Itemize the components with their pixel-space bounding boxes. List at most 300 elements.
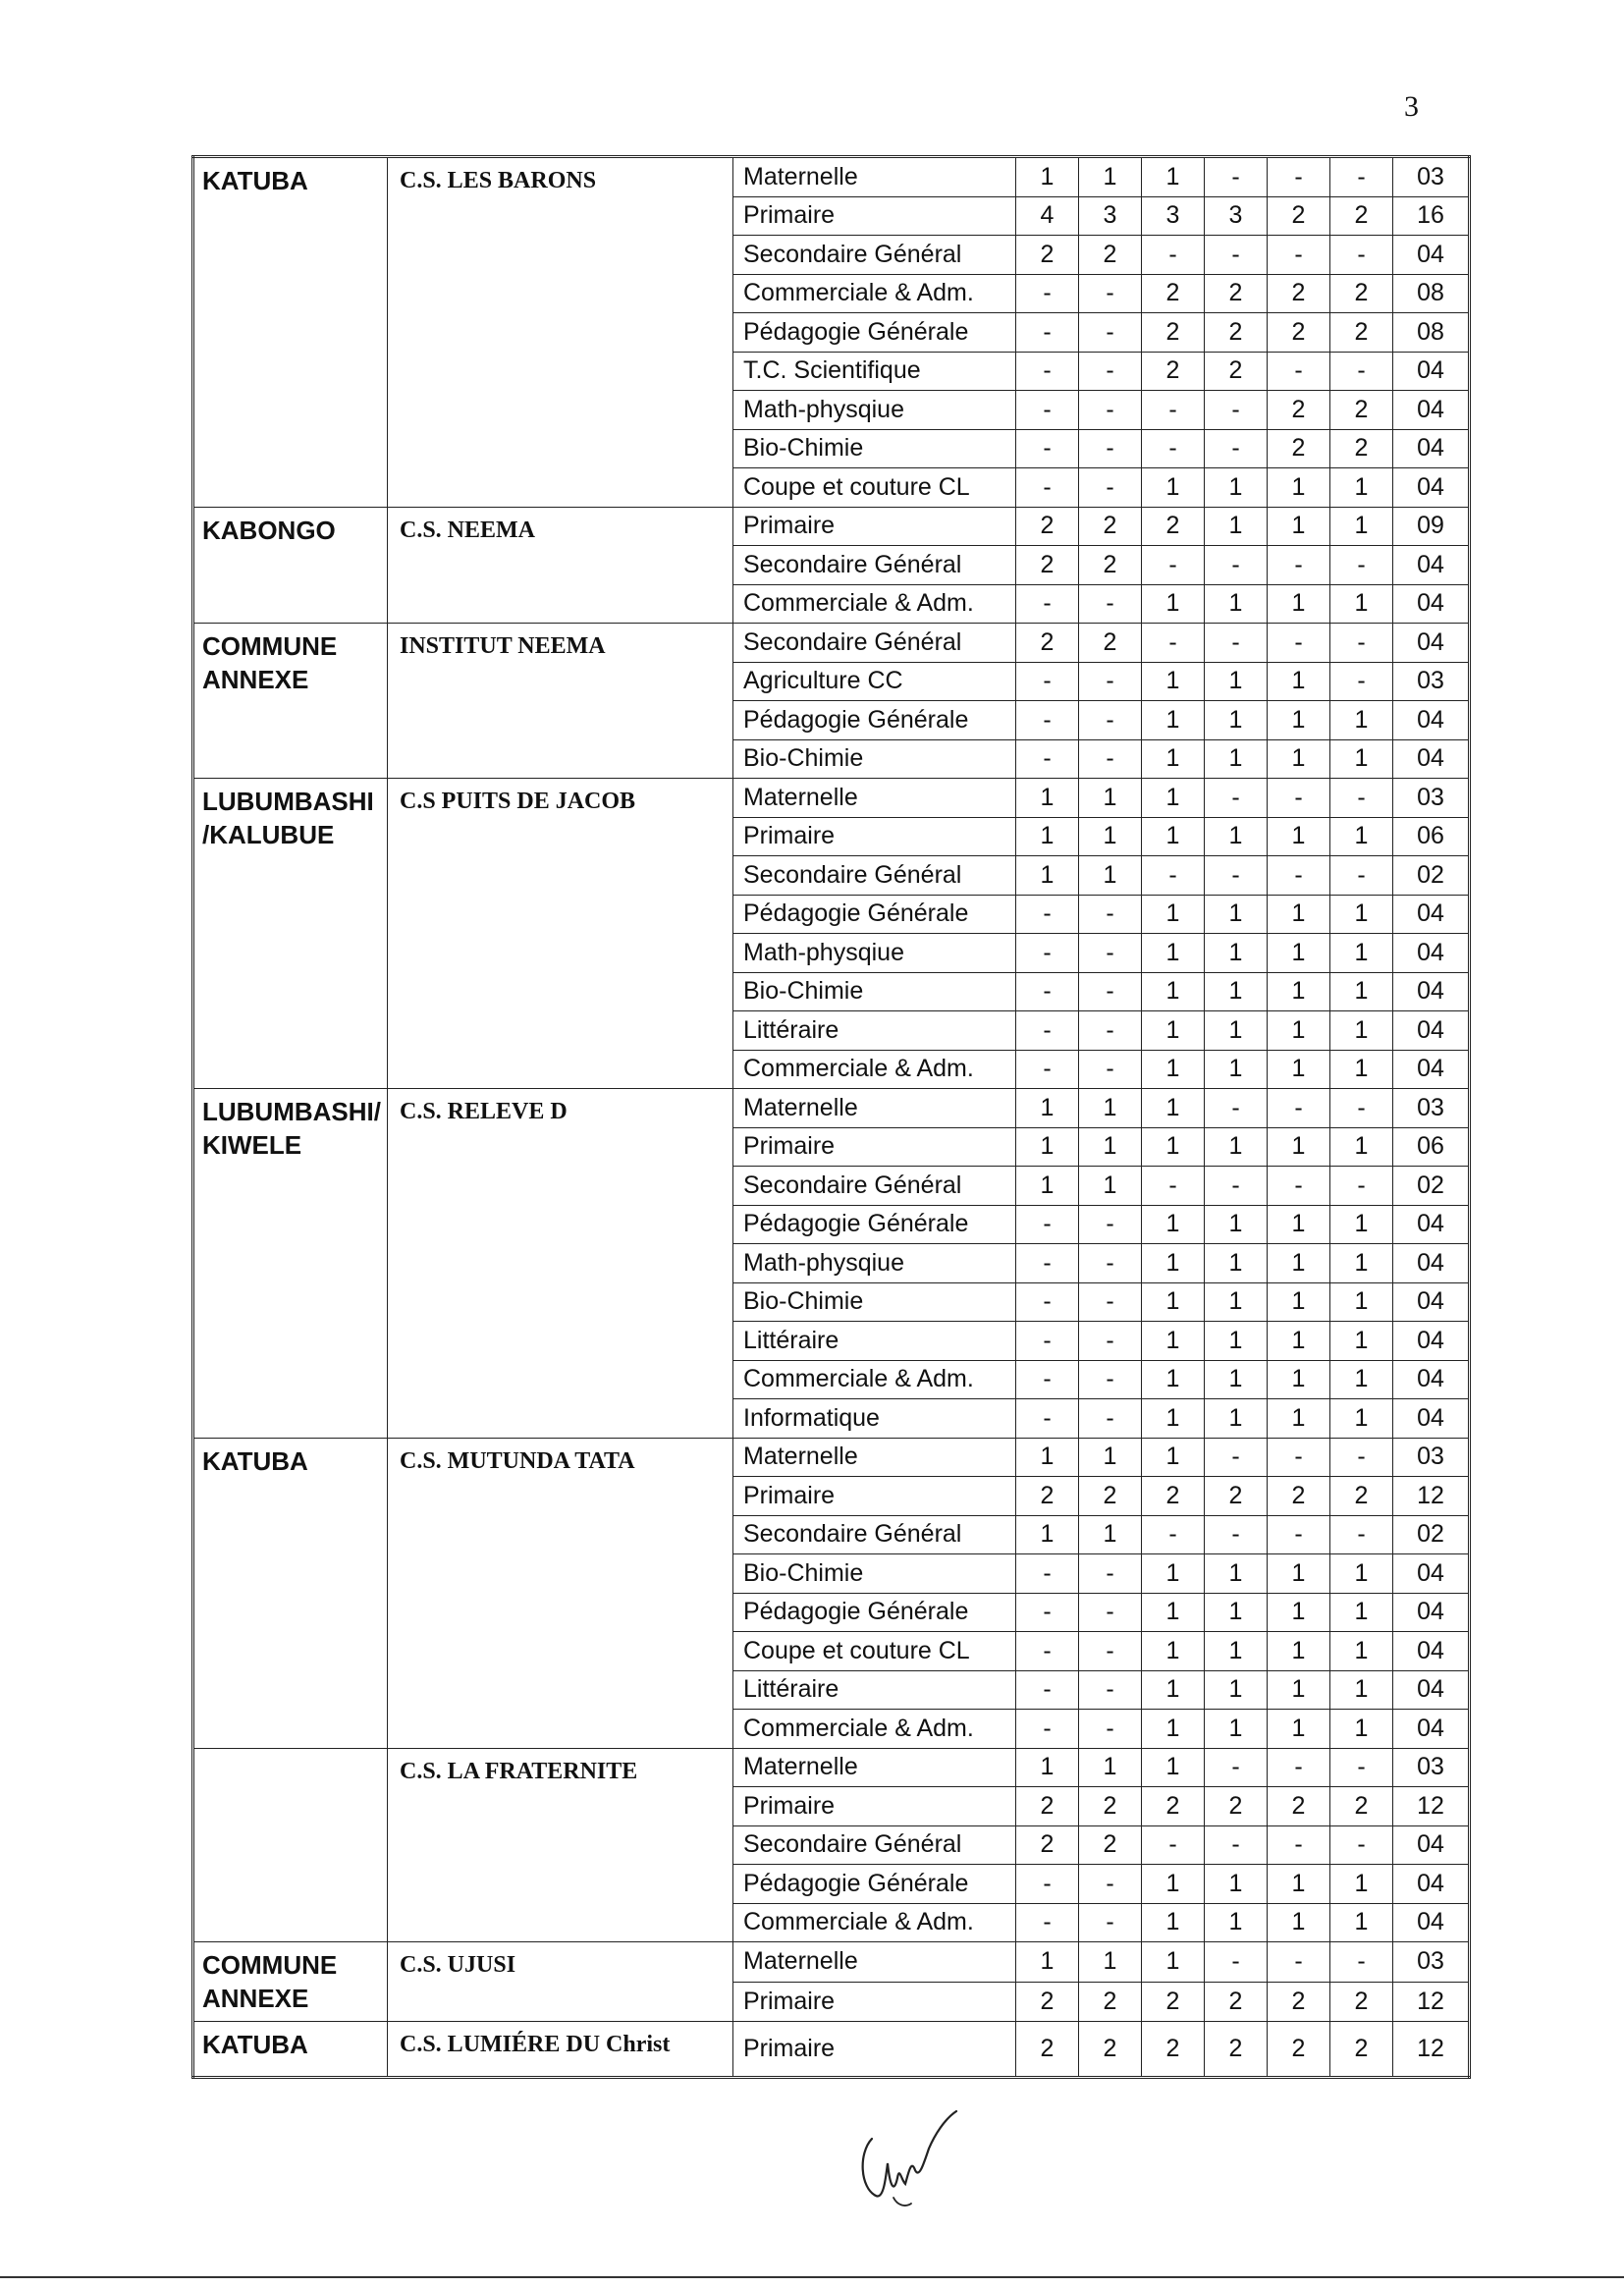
class-count-cell: 1 [1205, 1593, 1268, 1632]
class-count-cell: 4 [1016, 196, 1079, 236]
total-cell: 03 [1393, 662, 1470, 701]
class-count-cell: 1 [1268, 507, 1330, 546]
class-count-cell: 1 [1205, 1360, 1268, 1399]
class-count-cell: - [1079, 739, 1142, 779]
class-count-cell: 1 [1268, 817, 1330, 856]
class-count-cell: 1 [1330, 739, 1393, 779]
section-cell: Informatique [733, 1399, 1016, 1439]
class-count-cell: 1 [1142, 468, 1205, 508]
class-count-cell: 2 [1330, 1787, 1393, 1826]
class-count-cell: - [1016, 1282, 1079, 1322]
class-count-cell: - [1079, 1360, 1142, 1399]
class-count-cell: 2 [1330, 1982, 1393, 2022]
class-count-cell: - [1079, 352, 1142, 391]
signature-icon [854, 2109, 972, 2217]
section-cell: Math-physqiue [733, 934, 1016, 973]
class-count-cell: 2 [1079, 624, 1142, 663]
class-count-cell: - [1268, 856, 1330, 896]
class-count-cell: - [1330, 352, 1393, 391]
class-count-cell: 1 [1268, 1127, 1330, 1167]
class-count-cell: 2 [1205, 352, 1268, 391]
table-row [193, 779, 1470, 818]
total-cell: 16 [1393, 196, 1470, 236]
class-count-cell: - [1079, 895, 1142, 934]
class-count-cell: 1 [1016, 1515, 1079, 1554]
class-count-cell: 1 [1268, 1399, 1330, 1439]
class-count-cell: 2 [1330, 274, 1393, 313]
class-count-cell: 1 [1205, 507, 1268, 546]
total-cell: 04 [1393, 584, 1470, 624]
total-cell: 04 [1393, 468, 1470, 508]
total-cell: 04 [1393, 624, 1470, 663]
class-count-cell: - [1016, 352, 1079, 391]
class-count-cell: 1 [1142, 157, 1205, 197]
class-count-cell: - [1268, 624, 1330, 663]
class-count-cell: - [1205, 1438, 1268, 1477]
class-count-cell: - [1205, 624, 1268, 663]
class-count-cell: - [1016, 274, 1079, 313]
class-count-cell: 2 [1142, 507, 1205, 546]
class-count-cell: 1 [1330, 1282, 1393, 1322]
class-count-cell: 1 [1142, 1748, 1205, 1787]
class-count-cell: 1 [1016, 1438, 1079, 1477]
class-count-cell: - [1016, 1011, 1079, 1051]
class-count-cell: 1 [1016, 779, 1079, 818]
bottom-rule [0, 2276, 1624, 2278]
class-count-cell: 1 [1142, 895, 1205, 934]
section-cell: Commerciale & Adm. [733, 584, 1016, 624]
total-cell: 04 [1393, 391, 1470, 430]
class-count-cell: 1 [1016, 1942, 1079, 1983]
section-cell: Pédagogie Générale [733, 1205, 1016, 1244]
class-count-cell: - [1205, 1089, 1268, 1128]
class-count-cell: 2 [1079, 236, 1142, 275]
class-count-cell: - [1079, 1282, 1142, 1322]
class-count-cell: - [1016, 972, 1079, 1011]
total-cell: 03 [1393, 1748, 1470, 1787]
total-cell: 02 [1393, 856, 1470, 896]
class-count-cell: 1 [1330, 1903, 1393, 1942]
class-count-cell: 1 [1268, 739, 1330, 779]
class-count-cell: 1 [1205, 1399, 1268, 1439]
class-count-cell: 1 [1142, 1050, 1205, 1089]
class-count-cell: 1 [1330, 1127, 1393, 1167]
class-count-cell: - [1079, 701, 1142, 740]
class-count-cell: 1 [1205, 1322, 1268, 1361]
class-count-cell: 1 [1142, 1670, 1205, 1710]
class-count-cell: 1 [1079, 1942, 1142, 1983]
class-count-cell: 1 [1268, 1903, 1330, 1942]
class-count-cell: 2 [1079, 1787, 1142, 1826]
class-count-cell: - [1330, 624, 1393, 663]
class-count-cell: 1 [1205, 1554, 1268, 1594]
class-count-cell: - [1142, 429, 1205, 468]
section-cell: Primaire [733, 196, 1016, 236]
section-cell: Agriculture CC [733, 662, 1016, 701]
class-count-cell: - [1205, 429, 1268, 468]
class-count-cell: 1 [1142, 817, 1205, 856]
class-count-cell: 1 [1016, 157, 1079, 197]
class-count-cell: 2 [1016, 507, 1079, 546]
class-count-cell: 2 [1205, 1477, 1268, 1516]
class-count-cell: - [1079, 1322, 1142, 1361]
total-cell: 02 [1393, 1167, 1470, 1206]
school-name-cell: C.S. NEEMA [388, 507, 733, 624]
total-cell: 03 [1393, 157, 1470, 197]
class-count-cell: - [1268, 1089, 1330, 1128]
class-count-cell: 2 [1330, 313, 1393, 353]
section-cell: Primaire [733, 817, 1016, 856]
class-count-cell: 2 [1079, 1825, 1142, 1865]
total-cell: 04 [1393, 1399, 1470, 1439]
table-row [193, 1438, 1470, 1477]
class-count-cell: - [1016, 313, 1079, 353]
section-cell: Pédagogie Générale [733, 895, 1016, 934]
section-cell: Maternelle [733, 1942, 1016, 1983]
total-cell: 04 [1393, 1282, 1470, 1322]
class-count-cell: 1 [1142, 1360, 1205, 1399]
class-count-cell: 1 [1205, 662, 1268, 701]
total-cell: 02 [1393, 1515, 1470, 1554]
total-cell: 12 [1393, 1787, 1470, 1826]
class-count-cell: - [1079, 1865, 1142, 1904]
class-count-cell: - [1079, 313, 1142, 353]
class-count-cell: 2 [1142, 313, 1205, 353]
class-count-cell: 2 [1205, 274, 1268, 313]
total-cell: 04 [1393, 739, 1470, 779]
class-count-cell: 1 [1205, 1205, 1268, 1244]
class-count-cell: 1 [1268, 1632, 1330, 1671]
class-count-cell: - [1142, 624, 1205, 663]
class-count-cell: 1 [1016, 817, 1079, 856]
class-count-cell: 3 [1142, 196, 1205, 236]
class-count-cell: - [1079, 1593, 1142, 1632]
class-count-cell: - [1205, 1825, 1268, 1865]
class-count-cell: 2 [1142, 1787, 1205, 1826]
class-count-cell: - [1268, 546, 1330, 585]
class-count-cell: 1 [1142, 739, 1205, 779]
class-count-cell: 1 [1205, 1127, 1268, 1167]
class-count-cell: 1 [1142, 1942, 1205, 1983]
total-cell: 03 [1393, 779, 1470, 818]
total-cell: 04 [1393, 546, 1470, 585]
class-count-cell: 1 [1268, 662, 1330, 701]
class-count-cell: - [1268, 779, 1330, 818]
class-count-cell: 2 [1268, 1787, 1330, 1826]
class-count-cell: 1 [1268, 934, 1330, 973]
class-count-cell: 1 [1079, 779, 1142, 818]
section-cell: Pédagogie Générale [733, 1593, 1016, 1632]
class-count-cell: - [1016, 739, 1079, 779]
total-cell: 04 [1393, 1205, 1470, 1244]
class-count-cell: 1 [1268, 1554, 1330, 1594]
class-count-cell: 1 [1268, 1322, 1330, 1361]
commune-cell: KABONGO [193, 507, 388, 624]
class-count-cell: 1 [1142, 1322, 1205, 1361]
class-count-cell: - [1016, 1865, 1079, 1904]
class-count-cell: 1 [1205, 1244, 1268, 1283]
section-cell: Secondaire Général [733, 1167, 1016, 1206]
class-count-cell: - [1142, 1167, 1205, 1206]
section-cell: Secondaire Général [733, 236, 1016, 275]
class-count-cell: - [1079, 429, 1142, 468]
class-count-cell: - [1016, 1903, 1079, 1942]
table-row [193, 1089, 1470, 1128]
class-count-cell: 1 [1142, 584, 1205, 624]
table-row [193, 507, 1470, 546]
class-count-cell: 2 [1142, 1477, 1205, 1516]
class-count-cell: 1 [1205, 1282, 1268, 1322]
total-cell: 04 [1393, 972, 1470, 1011]
class-count-cell: - [1205, 236, 1268, 275]
section-cell: Math-physqiue [733, 391, 1016, 430]
class-count-cell: - [1268, 1167, 1330, 1206]
commune-cell: KATUBA [193, 2022, 388, 2078]
table-row [193, 2022, 1470, 2078]
class-count-cell: - [1016, 429, 1079, 468]
class-count-cell: 1 [1016, 1167, 1079, 1206]
class-count-cell: 3 [1079, 196, 1142, 236]
section-cell: Commerciale & Adm. [733, 274, 1016, 313]
class-count-cell: - [1079, 1670, 1142, 1710]
class-count-cell: - [1330, 856, 1393, 896]
class-count-cell: 2 [1016, 2022, 1079, 2078]
class-count-cell: 1 [1142, 1127, 1205, 1167]
total-cell: 03 [1393, 1438, 1470, 1477]
class-count-cell: - [1205, 1515, 1268, 1554]
class-count-cell: 2 [1079, 546, 1142, 585]
class-count-cell: 1 [1330, 1865, 1393, 1904]
class-count-cell: 1 [1330, 817, 1393, 856]
class-count-cell: 2 [1268, 391, 1330, 430]
class-count-cell: 1 [1268, 972, 1330, 1011]
class-count-cell: - [1016, 1593, 1079, 1632]
class-count-cell: 2 [1079, 1477, 1142, 1516]
total-cell: 04 [1393, 1710, 1470, 1749]
total-cell: 04 [1393, 1554, 1470, 1594]
section-cell: Maternelle [733, 157, 1016, 197]
class-count-cell: - [1268, 1748, 1330, 1787]
class-count-cell: 1 [1205, 1865, 1268, 1904]
commune-cell [193, 1748, 388, 1942]
total-cell: 12 [1393, 2022, 1470, 2078]
class-count-cell: - [1142, 546, 1205, 585]
class-count-cell: 2 [1268, 313, 1330, 353]
commune-cell: KATUBA [193, 157, 388, 508]
class-count-cell: 1 [1079, 1515, 1142, 1554]
class-count-cell: 2 [1268, 1477, 1330, 1516]
class-count-cell: 2 [1016, 1787, 1079, 1826]
total-cell: 04 [1393, 429, 1470, 468]
section-cell: Math-physqiue [733, 1244, 1016, 1283]
commune-cell: COMMUNE ANNEXE [193, 1942, 388, 2022]
table-row [193, 1942, 1470, 1983]
class-count-cell: - [1016, 1632, 1079, 1671]
school-name-cell: C.S. LUMIÉRE DU Christ [388, 2022, 733, 2078]
class-count-cell: 1 [1330, 1593, 1393, 1632]
section-cell: Primaire [733, 1477, 1016, 1516]
class-count-cell: - [1330, 1825, 1393, 1865]
class-count-cell: - [1016, 934, 1079, 973]
table-row [193, 624, 1470, 663]
section-cell: Maternelle [733, 1748, 1016, 1787]
class-count-cell: - [1016, 701, 1079, 740]
school-name-cell: C.S. LA FRATERNITE [388, 1748, 733, 1942]
class-count-cell: 1 [1268, 1670, 1330, 1710]
class-count-cell: 1 [1142, 1282, 1205, 1322]
class-count-cell: 1 [1142, 1903, 1205, 1942]
class-count-cell: 2 [1330, 391, 1393, 430]
class-count-cell: - [1330, 157, 1393, 197]
class-count-cell: - [1330, 1748, 1393, 1787]
class-count-cell: 1 [1330, 1322, 1393, 1361]
class-count-cell: 1 [1330, 1554, 1393, 1594]
class-count-cell: 1 [1142, 934, 1205, 973]
class-count-cell: 1 [1142, 1205, 1205, 1244]
section-cell: Littéraire [733, 1670, 1016, 1710]
class-count-cell: 1 [1205, 1670, 1268, 1710]
section-cell: Secondaire Général [733, 856, 1016, 896]
school-name-cell: C.S PUITS DE JACOB [388, 779, 733, 1089]
class-count-cell: 1 [1079, 1167, 1142, 1206]
total-cell: 12 [1393, 1477, 1470, 1516]
class-count-cell: 1 [1268, 584, 1330, 624]
section-cell: Bio-Chimie [733, 1282, 1016, 1322]
class-count-cell: 3 [1205, 196, 1268, 236]
class-count-cell: - [1016, 1360, 1079, 1399]
class-count-cell: - [1016, 895, 1079, 934]
class-count-cell: - [1330, 779, 1393, 818]
total-cell: 04 [1393, 1011, 1470, 1051]
class-count-cell: 1 [1205, 1050, 1268, 1089]
class-count-cell: 2 [1330, 196, 1393, 236]
class-count-cell: - [1330, 1438, 1393, 1477]
class-count-cell: 1 [1205, 739, 1268, 779]
total-cell: 04 [1393, 895, 1470, 934]
table-row [193, 157, 1470, 197]
class-count-cell: - [1330, 546, 1393, 585]
total-cell: 06 [1393, 1127, 1470, 1167]
schools-table [191, 155, 1471, 2079]
class-count-cell: 2 [1016, 1477, 1079, 1516]
class-count-cell: 1 [1205, 1632, 1268, 1671]
section-cell: Primaire [733, 1127, 1016, 1167]
class-count-cell: 1 [1268, 1050, 1330, 1089]
total-cell: 04 [1393, 236, 1470, 275]
class-count-cell: - [1268, 1942, 1330, 1983]
section-cell: Maternelle [733, 1438, 1016, 1477]
class-count-cell: 1 [1330, 1360, 1393, 1399]
class-count-cell: - [1079, 391, 1142, 430]
class-count-cell: 1 [1268, 1282, 1330, 1322]
class-count-cell: 1 [1268, 701, 1330, 740]
class-count-cell: 2 [1016, 1982, 1079, 2022]
total-cell: 04 [1393, 1360, 1470, 1399]
section-cell: Commerciale & Adm. [733, 1050, 1016, 1089]
class-count-cell: - [1142, 856, 1205, 896]
class-count-cell: 2 [1142, 352, 1205, 391]
class-count-cell: - [1079, 662, 1142, 701]
class-count-cell: - [1142, 391, 1205, 430]
class-count-cell: 1 [1142, 1632, 1205, 1671]
class-count-cell: 1 [1142, 1244, 1205, 1283]
class-count-cell: 2 [1016, 236, 1079, 275]
section-cell: Bio-Chimie [733, 739, 1016, 779]
class-count-cell: 2 [1268, 196, 1330, 236]
class-count-cell: 1 [1330, 507, 1393, 546]
class-count-cell: 2 [1268, 429, 1330, 468]
total-cell: 03 [1393, 1942, 1470, 1983]
class-count-cell: 1 [1079, 856, 1142, 896]
class-count-cell: - [1079, 584, 1142, 624]
total-cell: 04 [1393, 1670, 1470, 1710]
class-count-cell: 1 [1330, 584, 1393, 624]
class-count-cell: - [1205, 546, 1268, 585]
page-number: 3 [1404, 90, 1419, 123]
section-cell: Secondaire Général [733, 624, 1016, 663]
class-count-cell: 2 [1268, 274, 1330, 313]
class-count-cell: - [1079, 1050, 1142, 1089]
section-cell: Secondaire Général [733, 546, 1016, 585]
section-cell: Pédagogie Générale [733, 313, 1016, 353]
section-cell: Coupe et couture CL [733, 468, 1016, 508]
class-count-cell: - [1079, 468, 1142, 508]
table-body [193, 157, 1470, 2078]
class-count-cell: - [1079, 934, 1142, 973]
total-cell: 08 [1393, 274, 1470, 313]
class-count-cell: 1 [1330, 1632, 1393, 1671]
section-cell: Bio-Chimie [733, 1554, 1016, 1594]
class-count-cell: - [1205, 1167, 1268, 1206]
class-count-cell: - [1205, 157, 1268, 197]
section-cell: Pédagogie Générale [733, 701, 1016, 740]
class-count-cell: 1 [1330, 895, 1393, 934]
section-cell: Bio-Chimie [733, 429, 1016, 468]
total-cell: 04 [1393, 1322, 1470, 1361]
class-count-cell: 2 [1016, 546, 1079, 585]
section-cell: Littéraire [733, 1011, 1016, 1051]
section-cell: Primaire [733, 1982, 1016, 2022]
class-count-cell: - [1330, 1515, 1393, 1554]
class-count-cell: 1 [1330, 1050, 1393, 1089]
class-count-cell: - [1142, 1515, 1205, 1554]
class-count-cell: - [1205, 1748, 1268, 1787]
class-count-cell: 1 [1330, 934, 1393, 973]
class-count-cell: 1 [1142, 701, 1205, 740]
class-count-cell: 1 [1205, 1710, 1268, 1749]
class-count-cell: - [1330, 1089, 1393, 1128]
class-count-cell: 1 [1142, 1399, 1205, 1439]
class-count-cell: 1 [1142, 1011, 1205, 1051]
total-cell: 04 [1393, 1903, 1470, 1942]
class-count-cell: - [1016, 1670, 1079, 1710]
class-count-cell: 2 [1016, 624, 1079, 663]
class-count-cell: 1 [1205, 972, 1268, 1011]
class-count-cell: 2 [1205, 1982, 1268, 2022]
class-count-cell: 2 [1142, 2022, 1205, 2078]
class-count-cell: - [1330, 662, 1393, 701]
class-count-cell: 1 [1142, 1710, 1205, 1749]
total-cell: 09 [1393, 507, 1470, 546]
total-cell: 04 [1393, 1632, 1470, 1671]
class-count-cell: 1 [1142, 1865, 1205, 1904]
class-count-cell: 1 [1079, 1438, 1142, 1477]
class-count-cell: - [1142, 1825, 1205, 1865]
class-count-cell: - [1016, 1554, 1079, 1594]
class-count-cell: 1 [1330, 1710, 1393, 1749]
class-count-cell: - [1016, 584, 1079, 624]
class-count-cell: - [1205, 856, 1268, 896]
